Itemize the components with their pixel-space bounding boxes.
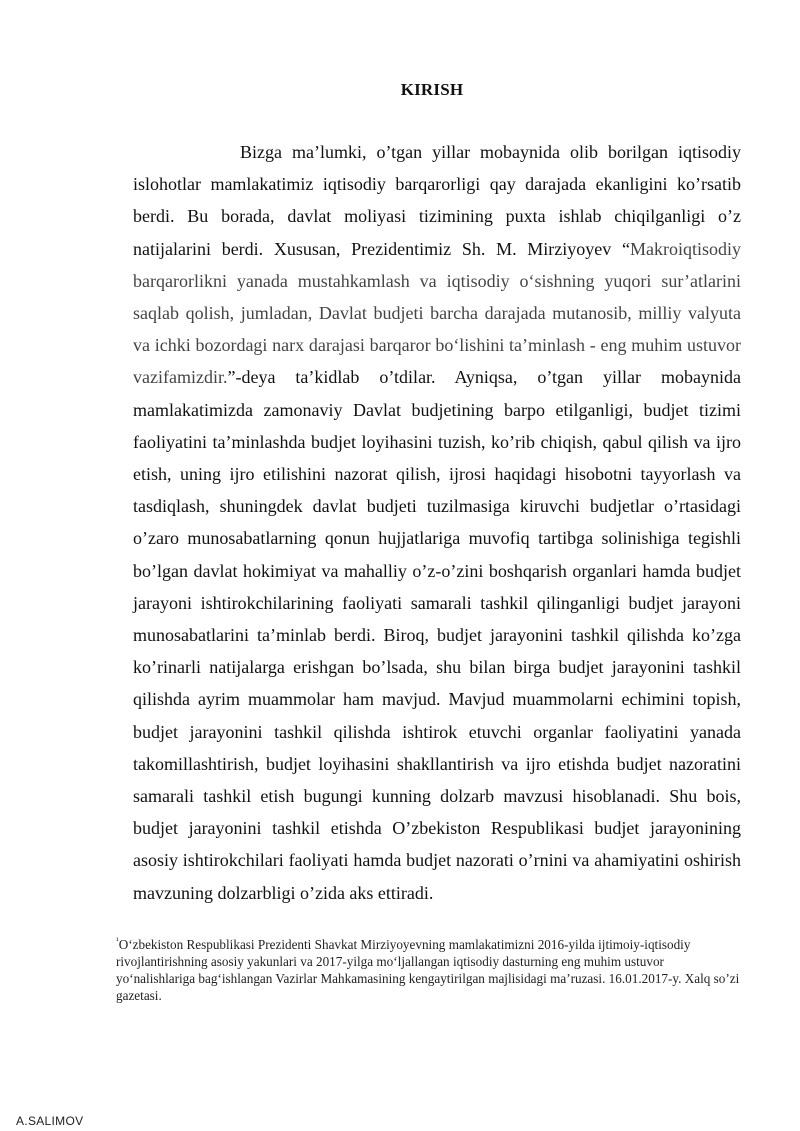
page-title: KIRISH xyxy=(400,80,464,99)
paragraph-continuation: ”-deya ta’kidlab o’tdilar. Ayniqsa, o’tgan yillar mobaynida mamlakatimizda zamonaviy Davlat budjetining barpo etilganligi, budjet tizimi faoliyatini ta’minlashda budjet loyihasini tuzish, ko’rib chiqish, qabul qilish va ijro etish, uning ijro etilishini nazorat qilish, ijrosi haqidagi hisobotni tayyorlash va tasdiqlash, shuningdek davlat budjeti tuzilmasiga kiruvchi budjetlar o’rtasidagi o’zaro munosabatlarning qonun hujjatlariga muvofiq tartibga solinishiga tegishli bo’lgan davlat hokimiyat va mahalliy o’z-o’zini boshqarish organlari hamda budjet jarayoni ishtirokchilarining faoliyati samarali tashkil qilinganligi budjet jarayoni munosabatlarini ta’minlab berdi. Biroq, budjet jarayonini tashkil qilishda ko’zga ko’rinarli natijalarga erishgan bo’lsada, shu bilan birga budjet jarayonini tashkil qilishda ayrim muammolar ham mavjud. Mavjud muammolarni echimini topish, budjet jarayonini tashkil qilishda ishtirok etuvchi organlar faoliyatini yanada takomillashtirish, budjet loyihasini shakllantirish va ijro etishda budjet nazoratini samarali tashkil etish bugungi kunning dolzarb mavzusi hisoblanadi. Shu bois, budjet jarayonini tashkil etishda O’zbekiston Respublikasi budjet jarayonining asosiy ishtirokchilari faoliyati hamda budjet nazorati o’rnini va ahamiyatini oshirish mavzuning dolzarbligi o’zida aks ettiradi. xyxy=(133,367,741,903)
paragraph-intro: Bizga ma’lumki, o’tgan yillar mobaynida olib borilgan iqtisodiy islohotlar mamlakatimiz iqtisodiy barqarorligi qay darajada ekanligini ko’rsatib berdi. Bu borada, davlat moliyasi tizimining puxta ishlab chiqilganligi o’z natijalarini berdi. Xususan, Prezidentimiz Sh. M. Mirziyoyev “ xyxy=(133,142,741,259)
footnote xyxy=(116,936,744,1004)
footnote-text: O‘zbekiston Respublikasi Prezidenti Shavkat Mirziyoyevning mamlakatimizni 2016-yilda ijtimoiy-iqtisodiy rivojlantirishning asosiy yakunlari va 2017-yilga mo‘ljallangan iqtisodiy dasturning eng muhim ustuvor yo‘nalishlariga bag‘ishlangan Vazirlar Mahkamasining kengaytirilgan majlisidagi ma’ruzasi. 16.01.2017-y. Xalq so’zi gazetasi. xyxy=(116,937,740,1003)
author-name: A.SALIMOV xyxy=(16,1114,84,1128)
president-quote: Makroiqtisodiy barqarorlikni yanada mustahkamlash va iqtisodiy o‘sishning yuqori sur’atlarini saqlab qolish, jumladan, Davlat budjeti barcha darajada mutanosib, milliy valyuta va ichki bozordagi narx darajasi barqaror bo‘lishini ta’minlash - eng muhim ustuvor vazifamizdir. xyxy=(133,238,741,388)
main-paragraph xyxy=(133,136,741,909)
footnote-mark: ¹ xyxy=(116,935,119,946)
